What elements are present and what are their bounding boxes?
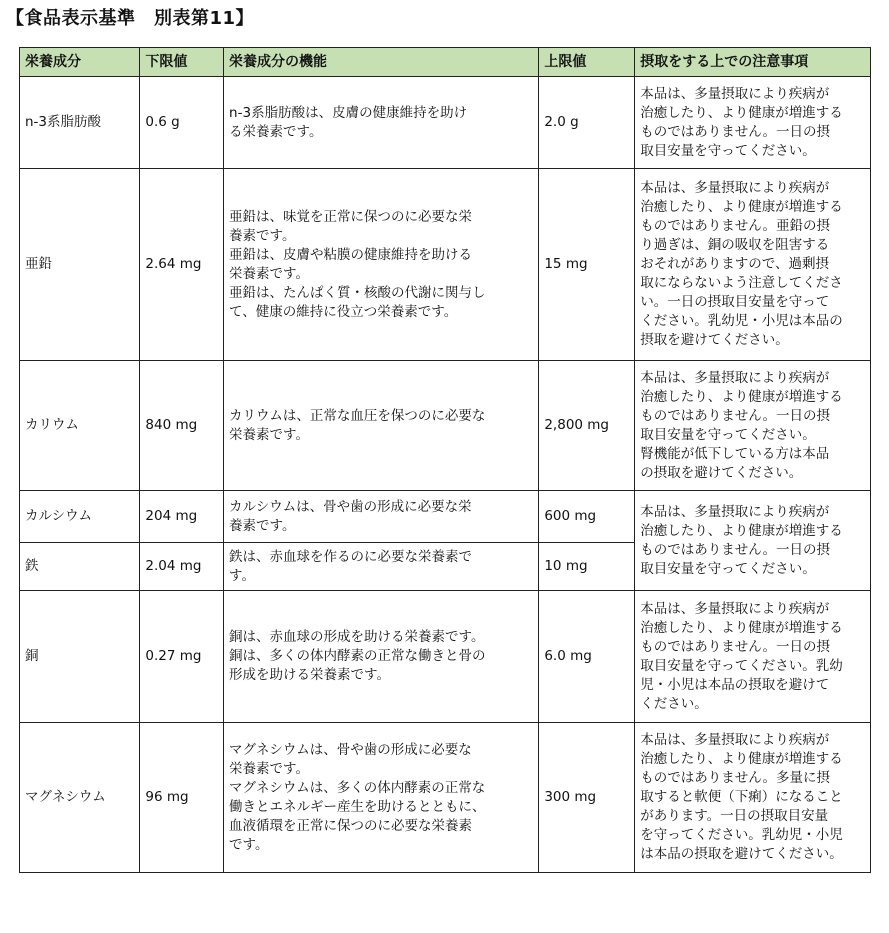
- upper-limit: 600 mg: [539, 491, 635, 543]
- table-row: [20, 169, 871, 361]
- nutrient-name: カルシウム: [20, 491, 140, 543]
- table-row: [20, 491, 871, 543]
- table-row: [20, 77, 871, 169]
- function-text: 鉄は、赤血球を作るのに必要な栄養素で す。: [224, 543, 539, 591]
- function-text: カリウムは、正常な血圧を保つのに必要な 栄養素です。: [224, 361, 539, 491]
- function-text: 銅は、赤血球の形成を助ける栄養素です。 銅は、多くの体内酵素の正常な働きと骨の 形成を助ける栄養素です。: [224, 591, 539, 723]
- lower-limit: 840 mg: [140, 361, 224, 491]
- lower-limit: 204 mg: [140, 491, 224, 543]
- table-row: [20, 723, 871, 873]
- header-upper-limit: 上限値: [539, 48, 635, 77]
- upper-limit: 300 mg: [539, 723, 635, 873]
- caution-text: 本品は、多量摂取により疾病が 治癒したり、より健康が増進する ものではありません。一日の摂 取目安量を守ってください。: [635, 77, 871, 169]
- lower-limit: 96 mg: [140, 723, 224, 873]
- function-text: 亜鉛は、味覚を正常に保つのに必要な栄 養素です。 亜鉛は、皮膚や粘膜の健康維持を助ける 栄養素です。 亜鉛は、たんぱく質・核酸の代謝に関与し て、健康の維持に役立つ栄養素です。: [224, 169, 539, 361]
- nutrient-name: 銅: [20, 591, 140, 723]
- function-text: カルシウムは、骨や歯の形成に必要な栄 養素です。: [224, 491, 539, 543]
- caution-text: 本品は、多量摂取により疾病が 治癒したり、より健康が増進する ものではありません。亜鉛の摂 り過ぎは、銅の吸収を阻害する おそれがありますので、過剰摂 取にならないよう注意してくださ い。一日の摂取目安量を守って ください。乳幼児・小児は本品の 摂取を避けてください。: [635, 169, 871, 361]
- function-text: n-3系脂肪酸は、皮膚の健康維持を助け る栄養素です。: [224, 77, 539, 169]
- lower-limit: 2.64 mg: [140, 169, 224, 361]
- caution-text: 本品は、多量摂取により疾病が 治癒したり、より健康が増進する ものではありません。一日の摂 取目安量を守ってください。 腎機能が低下している方は本品 の摂取を避けてください。: [635, 361, 871, 491]
- upper-limit: 10 mg: [539, 543, 635, 591]
- nutrient-standards-table: [19, 47, 871, 873]
- upper-limit: 2,800 mg: [539, 361, 635, 491]
- lower-limit: 2.04 mg: [140, 543, 224, 591]
- upper-limit: 2.0 g: [539, 77, 635, 169]
- document-title: 【食品表示基準 別表第11】: [6, 8, 255, 29]
- lower-limit: 0.6 g: [140, 77, 224, 169]
- header-lower-limit: 下限値: [140, 48, 224, 77]
- nutrient-name: マグネシウム: [20, 723, 140, 873]
- nutrient-name: n-3系脂肪酸: [20, 77, 140, 169]
- function-text: マグネシウムは、骨や歯の形成に必要な 栄養素です。 マグネシウムは、多くの体内酵素の正常な 働きとエネルギー産生を助けるとともに、 血液循環を正常に保つのに必要な栄養素 です。: [224, 723, 539, 873]
- header-nutrient: 栄養成分: [20, 48, 140, 77]
- caution-text: 本品は、多量摂取により疾病が 治癒したり、より健康が増進する ものではありません。一日の摂 取目安量を守ってください。: [635, 491, 871, 591]
- nutrient-name: 鉄: [20, 543, 140, 591]
- caution-text: 本品は、多量摂取により疾病が 治癒したり、より健康が増進する ものではありません。一日の摂 取目安量を守ってください。乳幼 児・小児は本品の摂取を避けて ください。: [635, 591, 871, 723]
- upper-limit: 6.0 mg: [539, 591, 635, 723]
- nutrient-name: 亜鉛: [20, 169, 140, 361]
- header-function: 栄養成分の機能: [224, 48, 539, 77]
- nutrient-name: カリウム: [20, 361, 140, 491]
- upper-limit: 15 mg: [539, 169, 635, 361]
- table-row: [20, 361, 871, 491]
- table-header-row: [20, 48, 871, 77]
- caution-text: 本品は、多量摂取により疾病が 治癒したり、より健康が増進する ものではありません。多量に摂 取すると軟便（下痢）になること があります。一日の摂取目安量 を守ってください。乳幼児・小児 は本品の摂取を避けてください。: [635, 723, 871, 873]
- lower-limit: 0.27 mg: [140, 591, 224, 723]
- header-caution: 摂取をする上での注意事項: [635, 48, 871, 77]
- table-row: [20, 591, 871, 723]
